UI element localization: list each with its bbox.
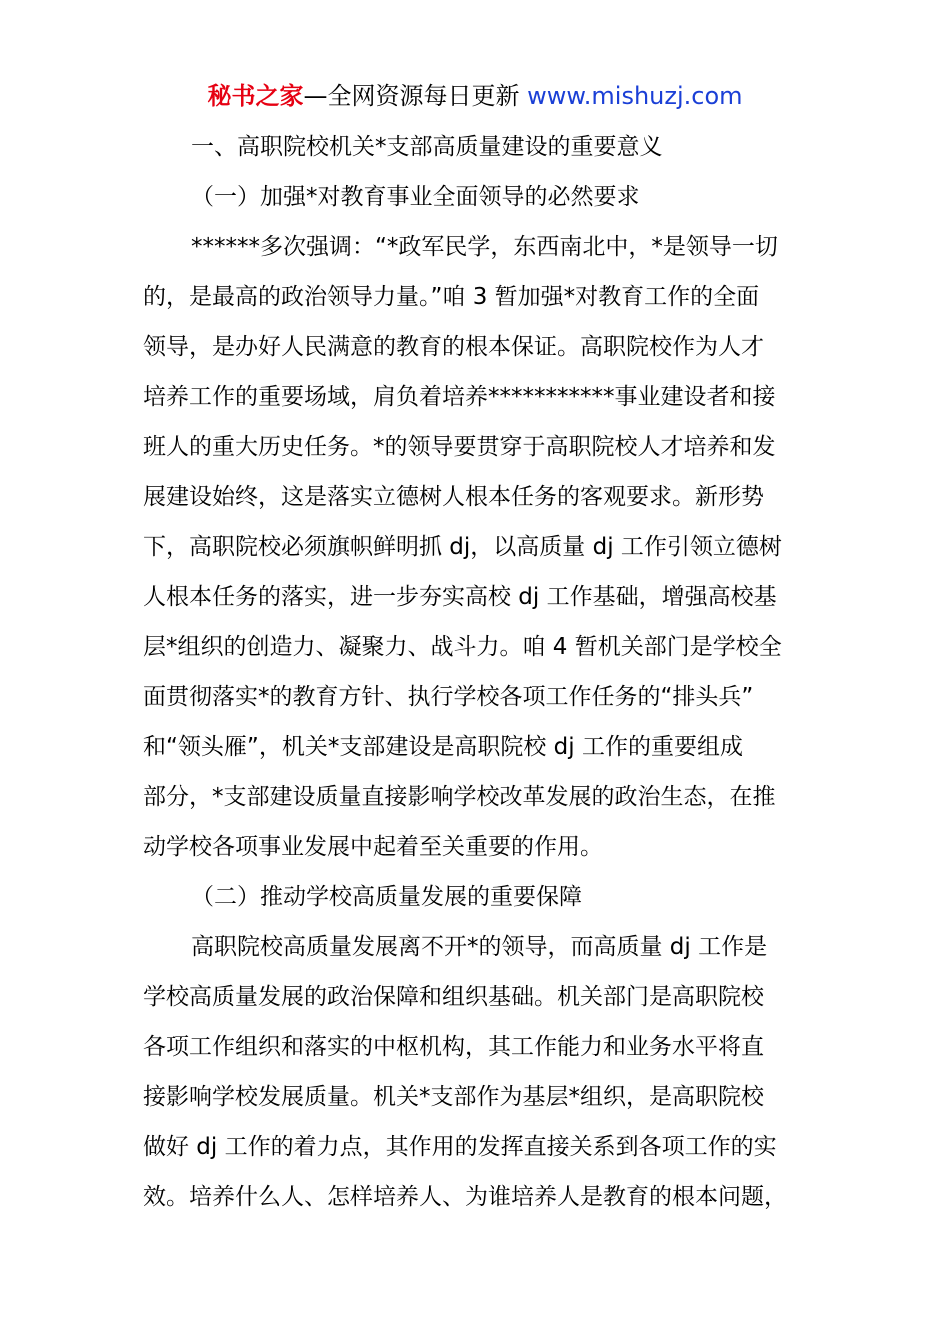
paragraph-line: 学校高质量发展的政治保障和组织基础。机关部门是高职院校 <box>143 984 764 1010</box>
paragraph-line: 的，是最高的政治领导力量。”咱 3 暂加强*对教育工作的全面 <box>143 284 760 310</box>
paragraph-line: 各项工作组织和落实的中枢机构，其工作能力和业务水平将直 <box>143 1034 764 1060</box>
paragraph-line: 领导，是办好人民满意的教育的根本保证。高职院校作为人才 <box>143 334 764 360</box>
paragraph-line: 下，高职院校必须旗帜鲜明抓 dj，以高质量 dj 工作引领立德树 <box>143 534 782 560</box>
paragraph-line: 高职院校高质量发展离不开*的领导，而高质量 dj 工作是 <box>191 934 768 960</box>
paragraph-line: 效。培养什么人、怎样培养人、为谁培养人是教育的根本问题， <box>143 1184 787 1210</box>
brand-name: 秘书之家 <box>207 82 304 110</box>
document-body <box>143 122 813 1222</box>
paragraph-line: 人根本任务的落实，进一步夯实高校 dj 工作基础，增强高校基 <box>143 584 777 610</box>
paragraph-line: 做好 dj 工作的着力点，其作用的发挥直接关系到各项工作的实 <box>143 1134 777 1160</box>
site-url[interactable]: www.mishuzj.com <box>527 82 743 110</box>
paragraph-line: 和“领头雁”，机关*支部建设是高职院校 dj 工作的重要组成 <box>143 734 743 760</box>
paragraph-line: 面贯彻落实*的教育方针、执行学校各项工作任务的“排头兵” <box>143 684 754 710</box>
subsection-heading: （二）推动学校高质量发展的重要保障 <box>191 884 582 910</box>
subsection-heading: （一）加强*对教育事业全面领导的必然要求 <box>191 184 640 210</box>
section-heading: 一、高职院校机关*支部高质量建设的重要意义 <box>191 134 663 160</box>
paragraph-line: 展建设始终，这是落实立德树人根本任务的客观要求。新形势 <box>143 484 764 510</box>
paragraph-line: 层*组织的创造力、凝聚力、战斗力。咱 4 暂机关部门是学校全 <box>143 634 782 660</box>
paragraph-line: 部分，*支部建设质量直接影响学校改革发展的政治生态，在推 <box>143 784 776 810</box>
site-header <box>0 80 950 112</box>
paragraph-line: 动学校各项事业发展中起着至关重要的作用。 <box>143 834 603 860</box>
paragraph-line: ******多次强调：“*政军民学，东西南北中，*是领导一切 <box>191 234 778 260</box>
header-tagline: —全网资源每日更新 <box>303 82 528 110</box>
paragraph-line: 班人的重大历史任务。*的领导要贯穿于高职院校人才培养和发 <box>143 434 776 460</box>
paragraph-line: 培养工作的重要场域，肩负着培养***********事业建设者和接 <box>143 384 776 410</box>
paragraph-line: 接影响学校发展质量。机关*支部作为基层*组织，是高职院校 <box>143 1084 764 1110</box>
